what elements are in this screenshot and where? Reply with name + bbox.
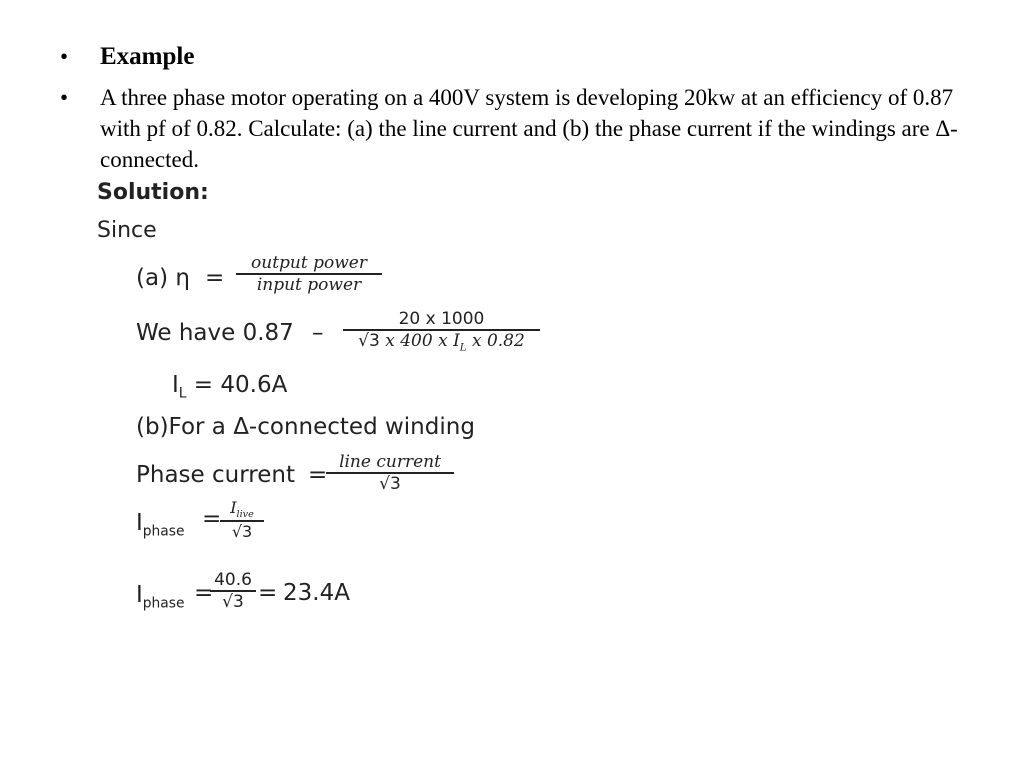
iphase-num-sub: live (236, 509, 254, 521)
il-value: = 40.6A (193, 372, 288, 398)
iphase-denominator: √3 (231, 522, 253, 542)
bullet-marker: • (60, 85, 69, 110)
part-b (136, 414, 475, 440)
since-label: Since (97, 218, 157, 243)
iphase2-equals-2: = (258, 580, 278, 606)
line-current-result (172, 372, 287, 402)
bullet-marker: • (60, 44, 69, 69)
line-current-fraction (343, 309, 540, 353)
iphase2-denominator: √3 (222, 592, 244, 612)
example-heading: Example (100, 43, 195, 70)
eta-fraction (236, 253, 382, 295)
iphase-result: 23.4A (283, 580, 350, 606)
iphase2-i: I (136, 582, 143, 608)
calc-den-mid: x 400 x I (385, 331, 460, 351)
iphase-num-i: I (230, 498, 237, 517)
eta-label: (a) η (136, 265, 190, 291)
problem-statement: A three phase motor operating on a 400V system is developing 20kw at an efficiency of 0.87 with pf of 0.82. Calculate: (a) the line current and (b) the phase current if the windings are Δ-connected. (100, 85, 958, 172)
sqrt3: √3 (358, 331, 380, 351)
iphase-symbol (136, 510, 184, 540)
calc-dash: – (312, 320, 324, 346)
iphase-sub: phase (142, 523, 185, 540)
iphase-numerator (220, 498, 264, 520)
il-sub: L (178, 385, 187, 402)
iphase2-equals: = (194, 580, 214, 606)
b-label: (b) (136, 414, 169, 440)
pc-numerator: line current (339, 452, 441, 472)
phase-equals: = (308, 462, 328, 488)
pc-denominator: √3 (379, 474, 401, 494)
iphase2-symbol (136, 582, 184, 612)
phase-current-label: Phase current (136, 462, 295, 488)
calc-numerator: 20 x 1000 (398, 309, 485, 329)
we-have-label: We have 0.87 (136, 320, 294, 346)
iphase2-sub: phase (142, 595, 185, 612)
calc-den-sub: L (459, 342, 467, 354)
calc-den-end: x 0.82 (471, 331, 525, 351)
eta-denominator: input power (256, 275, 362, 295)
calc-denominator (343, 331, 540, 353)
iphase2-numerator: 40.6 (214, 570, 252, 590)
iphase2-fraction (210, 570, 256, 612)
eta-equals: = (205, 265, 225, 291)
eta-numerator: output power (251, 253, 367, 273)
solution-heading: Solution: (97, 180, 209, 205)
phase-fraction (326, 452, 454, 494)
iphase-fraction (220, 498, 264, 541)
iphase-equals: = (202, 506, 222, 532)
il-symbol: I (172, 372, 179, 398)
b-text: For a Δ-connected winding (168, 414, 475, 440)
iphase-i: I (136, 510, 143, 536)
